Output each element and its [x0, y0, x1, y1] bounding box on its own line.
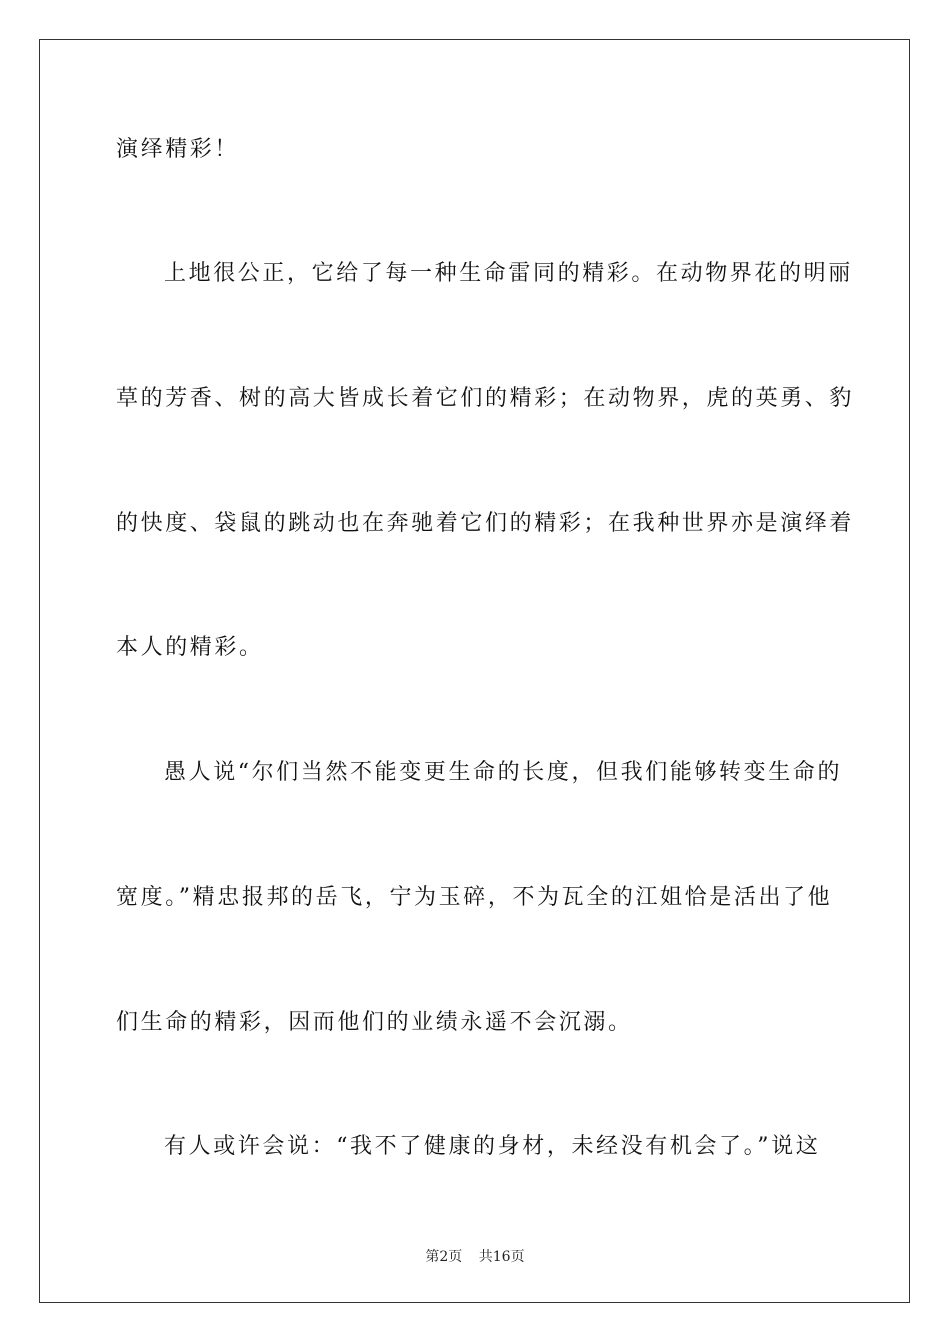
page-border: [39, 39, 910, 1303]
page-footer: [0, 1247, 950, 1267]
text-line: 们生命的精彩，因而他们的业绩永遥不会沉溺。: [116, 1010, 633, 1035]
paragraph-first-line: 有人或许会说：“我不了健康的身材，未经没有机会了。”说这: [164, 1134, 821, 1159]
text-line: 本人的精彩。: [116, 635, 264, 660]
text-line: 宽度。”精忠报邦的岳飞，宁为玉碎，不为瓦全的江姐恰是活出了他: [116, 885, 833, 910]
paragraph-first-line: 愚人说“尔们当然不能变更生命的长度，但我们能够转变生命的: [164, 760, 843, 785]
paragraph-first-line: 上地很公正，它给了每一种生命雷同的精彩。在动物界花的明丽: [164, 261, 853, 286]
text-line: 演绎精彩！: [116, 137, 240, 162]
page-total: 共16页: [478, 1249, 525, 1265]
text-line: 的快度、袋鼠的跳动也在奔驰着它们的精彩；在我种世界亦是演绎着: [116, 511, 855, 536]
text-line: 草的芳香、树的高大皆成长着它们的精彩；在动物界，虎的英勇、豹: [116, 386, 855, 411]
page-number: 第2页: [425, 1249, 463, 1265]
